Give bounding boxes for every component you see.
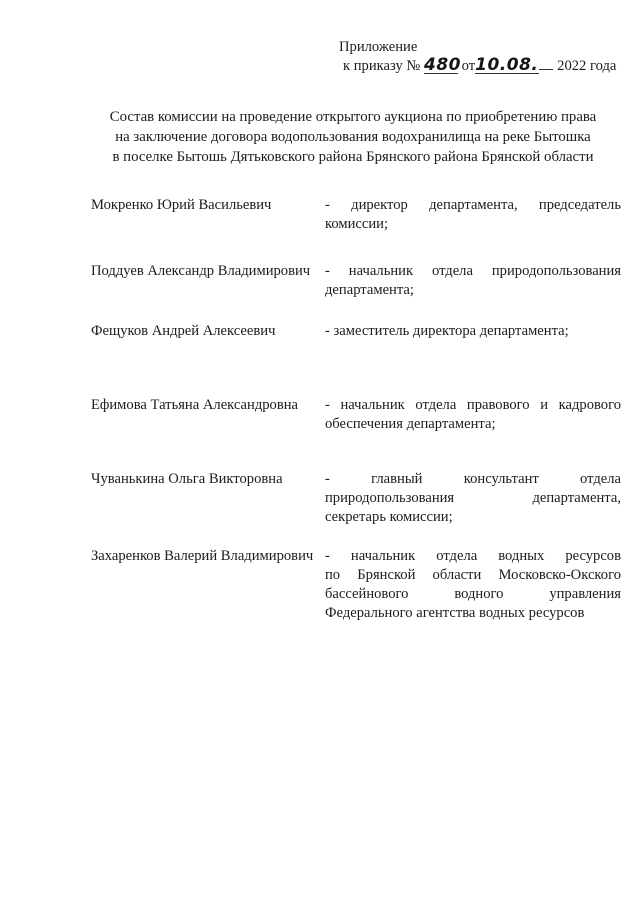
role-line: - начальник отдела водных ресурсов bbox=[325, 548, 621, 564]
title-line: Состав комиссии на проведение открытого аукциона по приобретению права bbox=[109, 109, 597, 125]
title-line: на заключение договора водопользования водохранилища на реке Бытошка bbox=[115, 129, 591, 145]
role-line: департамента; bbox=[325, 282, 414, 298]
document-title bbox=[70, 107, 636, 167]
member-name: Мокренко Юрий Васильевич bbox=[91, 197, 272, 213]
member-role bbox=[325, 547, 621, 623]
member-name: Чуванькина Ольга Викторовна bbox=[91, 471, 283, 487]
role-line: бассейнового водного управления bbox=[325, 586, 621, 602]
role-line: секретарь комиссии; bbox=[325, 509, 453, 525]
role-line: обеспечения департамента; bbox=[325, 416, 496, 432]
role-line: - начальник отдела правового и кадрового bbox=[325, 397, 621, 413]
member-role bbox=[325, 262, 621, 300]
order-year: 2022 года bbox=[557, 58, 617, 74]
member-name: Захаренков Валерий Владимирович bbox=[91, 548, 314, 564]
order-reference bbox=[339, 57, 629, 76]
role-line: - заместитель директора департамента; bbox=[325, 323, 569, 339]
appendix-label: Приложение bbox=[339, 39, 418, 55]
role-line: - директор департамента, председатель bbox=[325, 197, 621, 213]
member-role bbox=[325, 196, 621, 234]
role-line: - начальник отдела природопользования bbox=[325, 263, 621, 279]
member-role bbox=[325, 470, 621, 527]
member-role bbox=[325, 396, 621, 434]
role-line: по Брянской области Московско-Окского bbox=[325, 567, 621, 583]
order-date-prefix: от bbox=[461, 58, 476, 74]
member-name: Ефимова Татьяна Александровна bbox=[91, 397, 299, 413]
role-line: природопользования департамента, bbox=[325, 490, 621, 506]
role-line: - главный консультант отдела bbox=[325, 471, 621, 487]
order-number: 480 bbox=[424, 55, 461, 75]
order-prefix: к приказу № bbox=[343, 58, 421, 74]
role-line: Федерального агентства водных ресурсов bbox=[325, 605, 585, 621]
member-role bbox=[325, 322, 621, 341]
appendix-header bbox=[339, 38, 629, 76]
order-date: 10.08. bbox=[475, 55, 539, 75]
role-line: комиссии; bbox=[325, 216, 389, 232]
member-name: Фещуков Андрей Алексеевич bbox=[91, 323, 276, 339]
title-line: в поселке Бытошь Дятьковского района Брянского района Брянской области bbox=[112, 149, 594, 165]
date-underline bbox=[539, 69, 553, 70]
member-name: Поддуев Александр Владимирович bbox=[91, 263, 311, 279]
